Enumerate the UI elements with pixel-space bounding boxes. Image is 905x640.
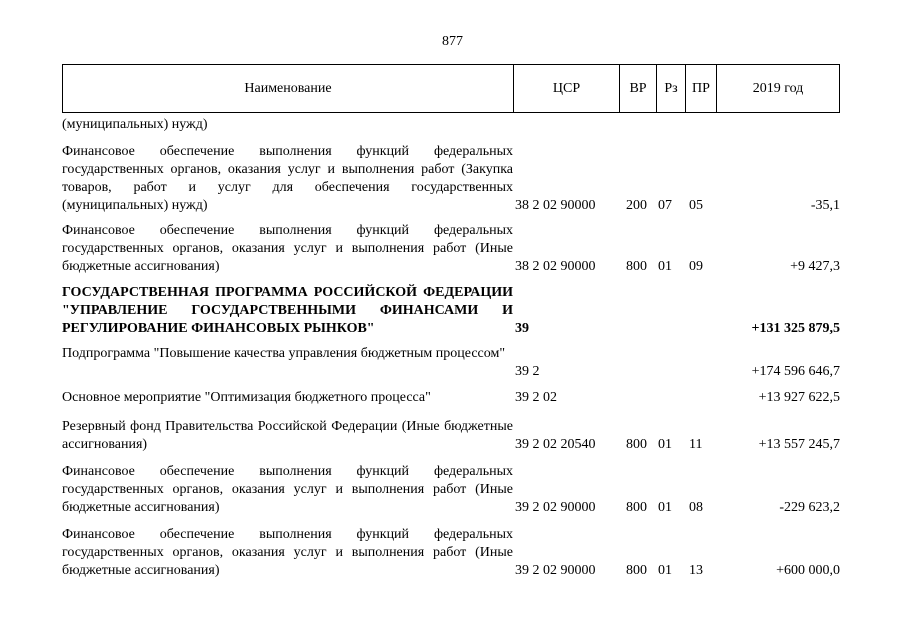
table-header xyxy=(62,64,840,113)
table-row xyxy=(62,222,840,276)
page-number: 877 xyxy=(442,34,463,49)
header-vr: ВР xyxy=(620,65,657,112)
header-rz: Рз xyxy=(657,65,686,112)
table-row xyxy=(62,116,840,134)
row-name: (муниципальных) нужд) xyxy=(62,117,208,132)
row-csr: 39 xyxy=(515,321,529,336)
row-amount: +600 000,0 xyxy=(776,563,840,578)
table-row xyxy=(62,418,840,454)
row-amount: +174 596 646,7 xyxy=(751,364,840,379)
table-row xyxy=(62,345,840,381)
row-csr: 39 2 xyxy=(515,364,540,379)
row-amount: +131 325 879,5 xyxy=(751,321,840,336)
table-row xyxy=(62,463,840,517)
row-vr: 200 xyxy=(626,198,647,213)
row-name: Финансовое обеспечение выполнения функций федеральных государственных органов, оказания услуг и выполнения работ (Иные бюджетные ассигнования) xyxy=(62,464,513,515)
row-pr: 13 xyxy=(689,563,703,578)
row-name: Финансовое обеспечение выполнения функций федеральных государственных органов, оказания услуг и выполнения работ (Иные бюджетные ассигнования) xyxy=(62,527,513,578)
row-csr: 39 2 02 20540 xyxy=(515,437,596,452)
table-row xyxy=(62,143,840,215)
header-csr: ЦСР xyxy=(514,65,620,112)
table-row xyxy=(62,284,840,338)
table-row xyxy=(62,389,840,407)
row-name: Финансовое обеспечение выполнения функций федеральных государственных органов, оказания услуг и выполнения работ (Иные бюджетные ассигнования) xyxy=(62,223,513,274)
row-csr: 38 2 02 90000 xyxy=(515,259,596,274)
row-csr: 38 2 02 90000 xyxy=(515,198,596,213)
header-year: 2019 год xyxy=(752,80,804,96)
row-vr: 800 xyxy=(626,437,647,452)
row-rz: 07 xyxy=(658,198,672,213)
row-csr: 39 2 02 xyxy=(515,390,557,405)
row-name: Резервный фонд Правительства Российской Федерации (Иные бюджетные ассигнования) xyxy=(62,419,513,452)
row-rz: 01 xyxy=(658,437,672,452)
row-amount: +13 557 245,7 xyxy=(758,437,840,452)
row-name: ГОСУДАРСТВЕННАЯ ПРОГРАММА РОССИЙСКОЙ ФЕДЕРАЦИИ "УПРАВЛЕНИЕ ГОСУДАРСТВЕННЫМИ ФИНАНСАМИ И РЕГУЛИРОВАНИЕ ФИНАНСОВЫХ РЫНКОВ" xyxy=(62,285,513,336)
row-pr: 08 xyxy=(689,500,703,515)
row-name: Подпрограмма "Повышение качества управления бюджетным процессом" xyxy=(62,346,506,361)
row-rz: 01 xyxy=(658,259,672,274)
row-rz: 01 xyxy=(658,563,672,578)
row-csr: 39 2 02 90000 xyxy=(515,500,596,515)
row-csr: 39 2 02 90000 xyxy=(515,563,596,578)
row-vr: 800 xyxy=(626,563,647,578)
row-pr: 09 xyxy=(689,259,703,274)
row-vr: 800 xyxy=(626,500,647,515)
table-row xyxy=(62,526,840,580)
row-rz: 01 xyxy=(658,500,672,515)
row-pr: 05 xyxy=(689,198,703,213)
row-name: Основное мероприятие "Оптимизация бюджетного процесса" xyxy=(62,390,431,405)
row-vr: 800 xyxy=(626,259,647,274)
row-pr: 11 xyxy=(689,437,703,452)
row-amount: +9 427,3 xyxy=(790,259,840,274)
row-name: Финансовое обеспечение выполнения функций федеральных государственных органов, оказания услуг и выполнения работ (Закупка товаров, работ и услуг для обеспечения государственных (муниципальных) нужд) xyxy=(62,144,513,213)
row-amount: -35,1 xyxy=(810,198,840,213)
row-amount: +13 927 622,5 xyxy=(758,390,840,405)
row-amount: -229 623,2 xyxy=(779,500,840,515)
header-name: Наименование xyxy=(63,65,514,112)
header-pr: ПР xyxy=(686,65,717,112)
